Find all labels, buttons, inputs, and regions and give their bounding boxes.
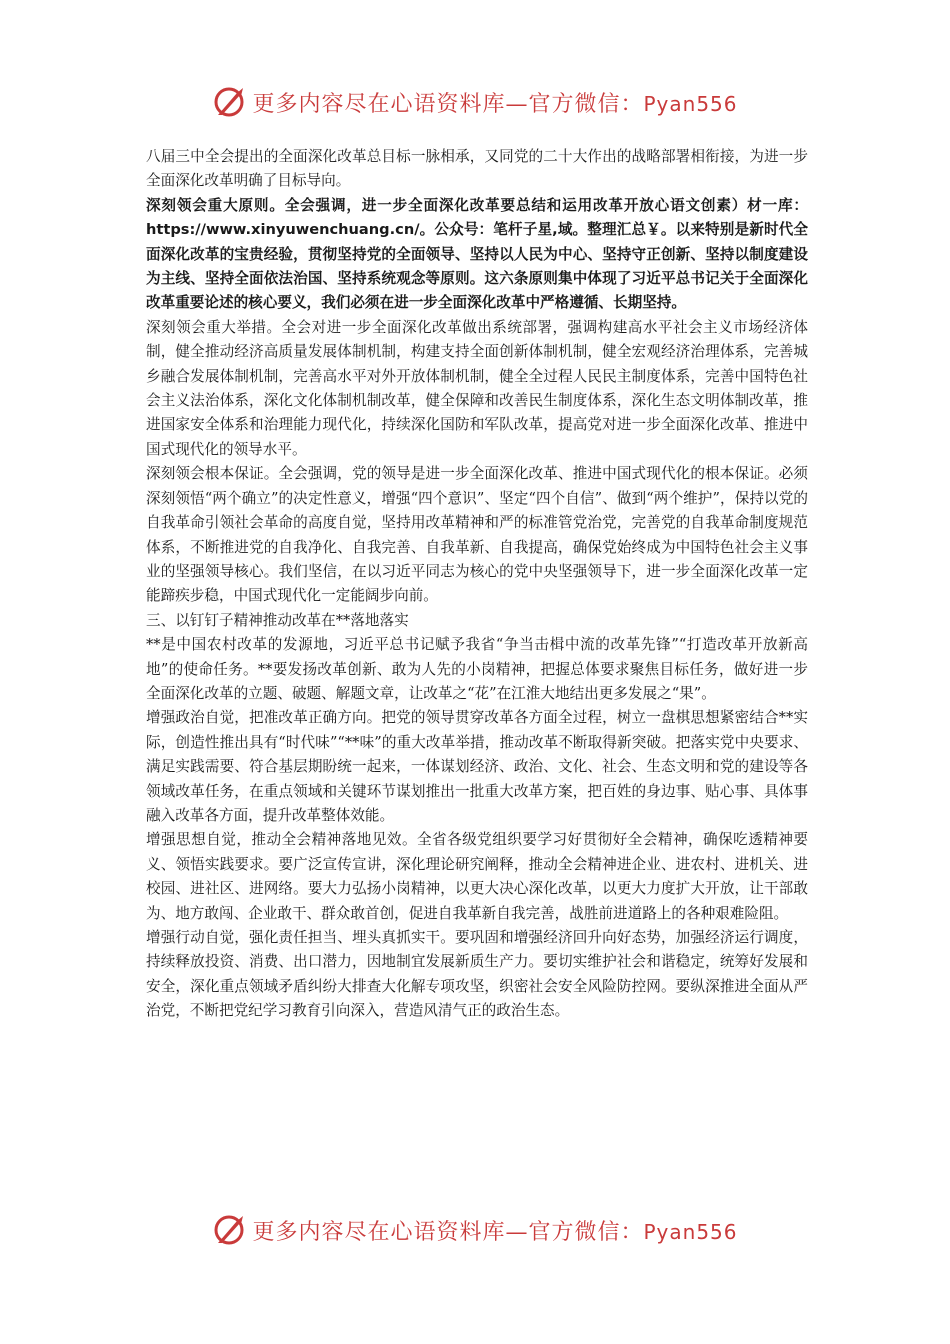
paragraph: 增强思想自觉，推动全会精神落地见效。全省各级党组织要学习好贯彻好全会精神，确保吃透精神要义、领悟实践要求。要广泛宣传宣讲，深化理论研究阐释，推动全会精神进企业、进农村、进机关、进校园、进社区、进网络。要大力弘扬小岗精神，以更大决心深化改革，以更大力度扩大开放，让干部敢为、地方敢闯、企业敢干、群众敢首创，促进自我革新自我完善，战胜前进道路上的各种艰难险阻。 (146, 831, 808, 922)
paragraph: 深刻领会根本保证。全会强调，党的领导是进一步全面深化改革、推进中国式现代化的根本保证。必须深刻领悟“两个确立”的决定性意义，增强“四个意识”、坚定“四个自信”、做到“两个维护”，保持以党的自我革命引领社会革命的高度自觉，坚持用改革精神和严的标准管党治党，完善党的自我革命制度规范体系，不断推进党的自我净化、自我完善、自我革新、自我提高，确保党始终成为中国特色社会主义事业的坚强领导核心。我们坚信，在以习近平同志为核心的党中央坚强领导下，进一步全面深化改革一定能蹄疾步稳，中国式现代化一定能阔步向前。 (146, 465, 808, 605)
footer-banner (0, 1210, 950, 1250)
paragraph: 深刻领会重大举措。全会对进一步全面深化改革做出系统部署，强调构建高水平社会主义市场经济体制，健全推动经济高质量发展体制机制，构建支持全面创新体制机制，健全宏观经济治理体系，完善城乡融合发展体制机制，完善高水平对外开放体制机制，健全全过程人民民主制度体系，完善中国特色社会主义法治体系，深化文化体制机制改革，健全保障和改善民生制度体系，深化生态文明体制改革，推进国家安全体系和治理能力现代化，持续深化国防和军队改革，提高党对进一步全面深化改革、推进中国式现代化的领导水平。 (146, 318, 808, 458)
document-body (146, 145, 808, 1024)
section-heading: 三、以钉钉子精神推动改革在**落地落实 (146, 611, 409, 629)
quill-logo-icon (212, 1213, 246, 1247)
header-wechat-id: Pyan556 (643, 91, 738, 116)
header-banner (0, 82, 950, 122)
footer-banner-text (252, 1215, 737, 1246)
paragraph: 八届三中全会提出的全面深化改革总目标一脉相承，又同党的二十大作出的战略部署相衔接，为进一步全面深化改革明确了目标导向。 (146, 148, 808, 190)
paragraph: **是中国农村改革的发源地，习近平总书记赋予我省“争当击楫中流的改革先锋”“打造改革开放新高地”的使命任务。**要发扬改革创新、敢为人先的小岗精神，把握总体要求聚焦目标任务，做好进一步全面深化改革的立题、破题、解题文章，让改革之“花”在江淮大地结出更多发展之“果”。 (146, 636, 808, 702)
header-banner-text (252, 87, 737, 118)
quill-logo-icon (212, 85, 246, 119)
footer-wechat-id: Pyan556 (643, 1219, 738, 1244)
paragraph: 增强政治自觉，把准改革正确方向。把党的领导贯穿改革各方面全过程，树立一盘棋思想紧密结合**实际，创造性推出具有“时代味”“**味”的重大改革举措，推动改革不断取得新突破。把落实党中央要求、满足实践需要、符合基层期盼统一起来，一体谋划经济、政治、文化、社会、生态文明和党的建设等各领域改革任务，在重点领域和关键环节谋划推出一批重大改革方案，把百姓的身边事、贴心事、具体事融入改革各方面，提升改革整体效能。 (146, 709, 808, 824)
paragraph: 增强行动自觉，强化责任担当、埋头真抓实干。要巩固和增强经济回升向好态势，加强经济运行调度，持续释放投资、消费、出口潜力，因地制宜发展新质生产力。要切实维护社会和谐稳定，统筹好发展和安全，深化重点领域矛盾纠纷大排查大化解专项攻坚，织密社会安全风险防控网。要纵深推进全面从严治党，不断把党纪学习教育引向深入，营造风清气正的政治生态。 (146, 929, 808, 1020)
header-banner-label: 更多内容尽在心语资料库—官方微信： (252, 91, 644, 117)
footer-banner-label: 更多内容尽在心语资料库—官方微信： (252, 1219, 644, 1245)
paragraph-bold: 深刻领会重大原则。全会强调，进一步全面深化改革要总结和运用改革开放心语文创素）材一库：https://www.xinyuwenchuang.cn/。公众号：笔杆子星,域。整理汇总￥。以来特别是新时代全面深化改革的宝贵经验，贯彻坚持党的全面领导、坚持以人民为中心、坚持守正创新、坚持以制度建设为主线、坚持全面依法治国、坚持系统观念等原则。这六条原则集中体现了习近平总书记关于全面深化改革重要论述的核心要义，我们必须在进一步全面深化改革中严格遵循、长期坚持。 (146, 196, 808, 312)
